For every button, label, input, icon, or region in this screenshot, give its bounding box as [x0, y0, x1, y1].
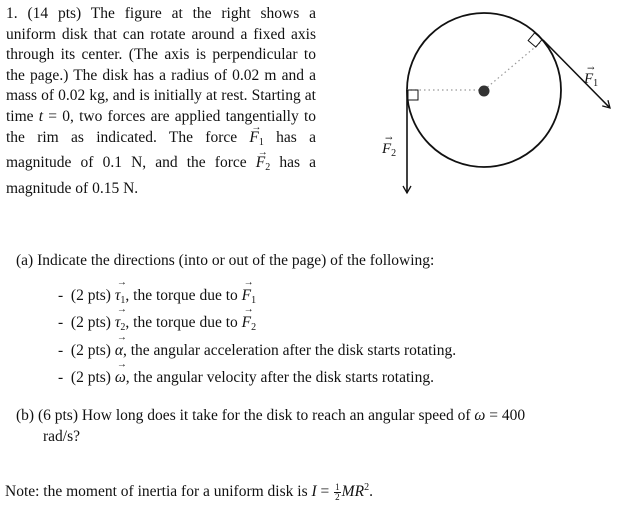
force-f2-ref: → $F_2$	[256, 153, 270, 179]
problem-number: 1.	[6, 5, 18, 22]
radius-to-f1	[484, 43, 540, 90]
force-f1-arrow	[543, 40, 610, 108]
list-item: - (2 $pts) \to \tau_2$, the torque due to → $F_2$	[58, 314, 256, 333]
problem-text-4: has a magnitude of 0.15 N.	[6, 154, 316, 197]
part-b-label: (b)	[16, 407, 35, 424]
svg-text:→: →	[587, 64, 595, 74]
note: Note: the moment of inertia for a uniform disk is I = $\frac{1}{2}$ $MR^2$.	[5, 482, 373, 503]
right-angle-marker-f2	[408, 90, 418, 100]
problem-text-2: = 0, two forces are applied tangentially to the rim as indicated. The force	[6, 107, 316, 146]
disk-diagram	[360, 0, 620, 210]
axis-dot	[479, 86, 490, 97]
list-item: - (2 pts) → α, the angular acceleration after the disk starts rotating.	[58, 342, 456, 360]
part-b: (b) (6 pts) How long does it take for the disk to reach an angular speed of ω = 400 rad/s?	[16, 405, 616, 447]
problem-text: The figure at the right shows a uniform disk that can rotate around a fixed axis through its center. (The axis is perpendicular to the page.) The disk has a radius of 0.02 m and a mass of 0.02 kg, and is initially at rest. Starting at time	[6, 5, 316, 125]
problem-points: (14 pts)	[27, 5, 82, 22]
svg-text:→: →	[385, 134, 393, 144]
disk-figure	[360, 0, 620, 210]
force-f1-ref: → $F_1$	[249, 128, 263, 154]
problem-statement	[6, 4, 316, 199]
list-item: - (2 $pts) \to \tau_1$, the torque due to → $F_1$	[58, 287, 256, 306]
f1-label: $F_1$	[584, 71, 599, 89]
fraction-one-half: $\frac{1}{2}$	[335, 482, 340, 503]
problem-text-3: has a magnitude of 0.1 N, and the force	[6, 128, 316, 172]
part-a	[16, 252, 616, 386]
part-a-prompt: Indicate the directions (into or out of the page) of the following:	[37, 252, 435, 269]
time-variable: t	[38, 107, 44, 125]
part-b-unit: rad/s?	[43, 428, 81, 445]
part-b-text: (6 pts) How long does it take for the disk to reach an angular speed of	[37, 407, 475, 424]
right-angle-marker-f1	[528, 33, 542, 47]
f2-label: $F_2$	[382, 141, 397, 159]
part-a-label: (a)	[16, 252, 34, 269]
list-item: - (2 pts) → ω, the angular velocity after the disk starts rotating.	[58, 369, 434, 387]
